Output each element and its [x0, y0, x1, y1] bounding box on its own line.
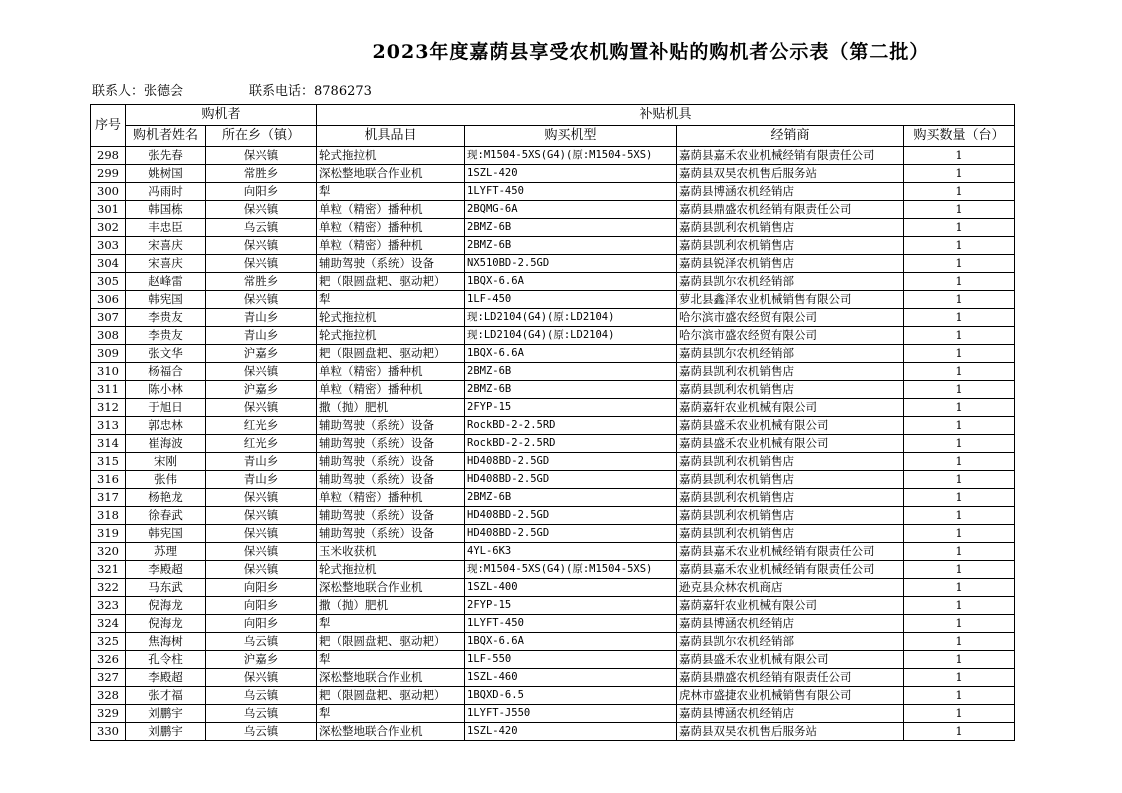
table-row [91, 633, 1015, 651]
cell-qty: 1 [904, 651, 1015, 669]
cell-town: 青山乡 [206, 309, 317, 327]
cell-seq: 325 [91, 633, 126, 651]
table-row [91, 525, 1015, 543]
cell-category: 单粒（精密）播种机 [317, 363, 465, 381]
cell-name: 张才福 [126, 687, 206, 705]
cell-dealer: 萝北县鑫泽农业机械销售有限公司 [677, 291, 904, 309]
cell-qty: 1 [904, 705, 1015, 723]
cell-seq: 316 [91, 471, 126, 489]
cell-town: 保兴镇 [206, 255, 317, 273]
cell-dealer: 嘉荫县博涵农机经销店 [677, 705, 904, 723]
cell-dealer: 嘉荫县博涵农机经销店 [677, 615, 904, 633]
header-row-bottom [91, 126, 1015, 147]
cell-category: 玉米收获机 [317, 543, 465, 561]
cell-dealer: 嘉荫县双昊农机售后服务站 [677, 165, 904, 183]
cell-category: 犁 [317, 615, 465, 633]
cell-qty: 1 [904, 453, 1015, 471]
cell-category: 单粒（精密）播种机 [317, 489, 465, 507]
cell-seq: 309 [91, 345, 126, 363]
cell-name: 倪海龙 [126, 615, 206, 633]
cell-seq: 328 [91, 687, 126, 705]
cell-town: 沪嘉乡 [206, 345, 317, 363]
cell-model: 2BMZ-6B [465, 219, 677, 237]
cell-qty: 1 [904, 219, 1015, 237]
cell-town: 沪嘉乡 [206, 651, 317, 669]
cell-category: 深松整地联合作业机 [317, 579, 465, 597]
cell-model: HD408BD-2.5GD [465, 507, 677, 525]
cell-category: 耙（限圆盘耙、驱动耙） [317, 687, 465, 705]
cell-qty: 1 [904, 273, 1015, 291]
cell-model: HD408BD-2.5GD [465, 453, 677, 471]
cell-seq: 299 [91, 165, 126, 183]
table-row [91, 201, 1015, 219]
cell-category: 辅助驾驶（系统）设备 [317, 453, 465, 471]
cell-dealer: 嘉荫县锐泽农机销售店 [677, 255, 904, 273]
cell-category: 犁 [317, 291, 465, 309]
cell-town: 青山乡 [206, 471, 317, 489]
cell-seq: 323 [91, 597, 126, 615]
cell-name: 张伟 [126, 471, 206, 489]
table-row [91, 345, 1015, 363]
cell-seq: 301 [91, 201, 126, 219]
cell-dealer: 嘉荫县盛禾农业机械有限公司 [677, 417, 904, 435]
cell-model: 现:LD2104(G4)(原:LD2104) [465, 309, 677, 327]
header-subsidy-group: 补贴机具 [317, 105, 1015, 126]
cell-dealer: 嘉荫嘉轩农业机械有限公司 [677, 399, 904, 417]
cell-model: 1BQX-6.6A [465, 273, 677, 291]
cell-dealer: 嘉荫县嘉禾农业机械经销有限责任公司 [677, 543, 904, 561]
header-row-top [91, 105, 1015, 126]
cell-name: 张文华 [126, 345, 206, 363]
table-body [91, 147, 1015, 741]
header-qty: 购买数量（台） [904, 126, 1015, 147]
cell-category: 深松整地联合作业机 [317, 723, 465, 741]
cell-dealer: 嘉荫县凯利农机销售店 [677, 381, 904, 399]
cell-qty: 1 [904, 669, 1015, 687]
cell-qty: 1 [904, 507, 1015, 525]
cell-model: 2FYP-15 [465, 399, 677, 417]
cell-category: 深松整地联合作业机 [317, 669, 465, 687]
cell-qty: 1 [904, 165, 1015, 183]
cell-town: 保兴镇 [206, 669, 317, 687]
cell-name: 于旭日 [126, 399, 206, 417]
cell-seq: 313 [91, 417, 126, 435]
cell-name: 焦海树 [126, 633, 206, 651]
cell-seq: 314 [91, 435, 126, 453]
table-row [91, 183, 1015, 201]
cell-qty: 1 [904, 345, 1015, 363]
cell-name: 苏理 [126, 543, 206, 561]
table-row [91, 543, 1015, 561]
cell-qty: 1 [904, 327, 1015, 345]
cell-name: 郭忠林 [126, 417, 206, 435]
table-row [91, 219, 1015, 237]
cell-qty: 1 [904, 309, 1015, 327]
contact-line [92, 80, 372, 99]
cell-town: 常胜乡 [206, 273, 317, 291]
cell-category: 辅助驾驶（系统）设备 [317, 507, 465, 525]
cell-seq: 303 [91, 237, 126, 255]
cell-name: 倪海龙 [126, 597, 206, 615]
cell-name: 徐春武 [126, 507, 206, 525]
table-row [91, 381, 1015, 399]
cell-qty: 1 [904, 363, 1015, 381]
cell-name: 丰忠臣 [126, 219, 206, 237]
cell-seq: 318 [91, 507, 126, 525]
cell-qty: 1 [904, 561, 1015, 579]
cell-seq: 310 [91, 363, 126, 381]
cell-qty: 1 [904, 471, 1015, 489]
cell-dealer: 哈尔滨市盛农经贸有限公司 [677, 309, 904, 327]
cell-category: 撒（抛）肥机 [317, 597, 465, 615]
header-seq: 序号 [91, 105, 126, 147]
cell-model: 2BMZ-6B [465, 489, 677, 507]
table-row [91, 507, 1015, 525]
table-row [91, 705, 1015, 723]
cell-name: 宋喜庆 [126, 255, 206, 273]
cell-town: 乌云镇 [206, 633, 317, 651]
cell-model: 1BQX-6.6A [465, 345, 677, 363]
cell-dealer: 嘉荫县凯利农机销售店 [677, 507, 904, 525]
cell-category: 耙（限圆盘耙、驱动耙） [317, 633, 465, 651]
cell-qty: 1 [904, 543, 1015, 561]
cell-category: 深松整地联合作业机 [317, 165, 465, 183]
table-row [91, 597, 1015, 615]
cell-name: 李殿超 [126, 669, 206, 687]
table-row [91, 687, 1015, 705]
cell-seq: 321 [91, 561, 126, 579]
cell-seq: 311 [91, 381, 126, 399]
cell-category: 撒（抛）肥机 [317, 399, 465, 417]
table-row [91, 399, 1015, 417]
cell-category: 耙（限圆盘耙、驱动耙） [317, 345, 465, 363]
cell-dealer: 嘉荫县凯尔农机经销部 [677, 633, 904, 651]
cell-category: 单粒（精密）播种机 [317, 381, 465, 399]
cell-dealer: 嘉荫县凯利农机销售店 [677, 219, 904, 237]
table-row [91, 471, 1015, 489]
cell-seq: 327 [91, 669, 126, 687]
table-row [91, 165, 1015, 183]
cell-category: 辅助驾驶（系统）设备 [317, 255, 465, 273]
cell-town: 向阳乡 [206, 183, 317, 201]
cell-model: 1LYFT-450 [465, 183, 677, 201]
cell-qty: 1 [904, 381, 1015, 399]
cell-town: 青山乡 [206, 453, 317, 471]
cell-model: HD408BD-2.5GD [465, 525, 677, 543]
cell-name: 张先春 [126, 147, 206, 165]
cell-model: 1LF-450 [465, 291, 677, 309]
cell-town: 保兴镇 [206, 525, 317, 543]
cell-model: 2BQMG-6A [465, 201, 677, 219]
cell-seq: 308 [91, 327, 126, 345]
cell-qty: 1 [904, 201, 1015, 219]
table-row [91, 489, 1015, 507]
cell-model: 4YL-6K3 [465, 543, 677, 561]
cell-model: RockBD-2-2.5RD [465, 435, 677, 453]
page-title [0, 37, 1122, 64]
cell-dealer: 虎林市盛捷农业机械销售有限公司 [677, 687, 904, 705]
cell-category: 辅助驾驶（系统）设备 [317, 525, 465, 543]
cell-model: 1BQX-6.6A [465, 633, 677, 651]
cell-town: 乌云镇 [206, 219, 317, 237]
table-row [91, 327, 1015, 345]
cell-dealer: 逊克县众林农机商店 [677, 579, 904, 597]
table-row [91, 291, 1015, 309]
cell-name: 李贵友 [126, 327, 206, 345]
cell-town: 保兴镇 [206, 543, 317, 561]
cell-dealer: 嘉荫县鼎盛农机经销有限责任公司 [677, 201, 904, 219]
cell-dealer: 嘉荫县博涵农机经销店 [677, 183, 904, 201]
cell-qty: 1 [904, 183, 1015, 201]
contact-phone: 联系电话：8786273 [249, 84, 372, 99]
cell-name: 杨福合 [126, 363, 206, 381]
cell-qty: 1 [904, 255, 1015, 273]
cell-qty: 1 [904, 417, 1015, 435]
cell-town: 红光乡 [206, 435, 317, 453]
cell-seq: 329 [91, 705, 126, 723]
cell-town: 青山乡 [206, 327, 317, 345]
cell-name: 崔海波 [126, 435, 206, 453]
cell-model: 2FYP-15 [465, 597, 677, 615]
cell-seq: 307 [91, 309, 126, 327]
cell-seq: 324 [91, 615, 126, 633]
cell-qty: 1 [904, 633, 1015, 651]
table-row [91, 255, 1015, 273]
cell-seq: 304 [91, 255, 126, 273]
cell-name: 刘鹏宇 [126, 705, 206, 723]
cell-dealer: 哈尔滨市盛农经贸有限公司 [677, 327, 904, 345]
table-row [91, 147, 1015, 165]
cell-name: 刘鹏宇 [126, 723, 206, 741]
table-row [91, 615, 1015, 633]
cell-dealer: 嘉荫县凯利农机销售店 [677, 363, 904, 381]
cell-qty: 1 [904, 291, 1015, 309]
table-row [91, 669, 1015, 687]
table-row [91, 237, 1015, 255]
cell-category: 轮式拖拉机 [317, 561, 465, 579]
cell-qty: 1 [904, 525, 1015, 543]
cell-model: 1LYFT-450 [465, 615, 677, 633]
cell-town: 乌云镇 [206, 723, 317, 741]
cell-model: 1SZL-420 [465, 165, 677, 183]
cell-model: 1SZL-420 [465, 723, 677, 741]
title-text: 2023年度嘉荫县享受农机购置补贴的购机者公示表（第二批） [372, 41, 930, 63]
cell-name: 孔令柱 [126, 651, 206, 669]
cell-dealer: 嘉荫县凯利农机销售店 [677, 471, 904, 489]
table-row [91, 453, 1015, 471]
cell-town: 向阳乡 [206, 615, 317, 633]
cell-model: 1LYFT-J550 [465, 705, 677, 723]
cell-dealer: 嘉荫县凯尔农机经销部 [677, 273, 904, 291]
cell-name: 韩宪国 [126, 291, 206, 309]
cell-model: 1SZL-460 [465, 669, 677, 687]
cell-category: 轮式拖拉机 [317, 327, 465, 345]
cell-town: 保兴镇 [206, 291, 317, 309]
table-row [91, 723, 1015, 741]
cell-seq: 330 [91, 723, 126, 741]
cell-category: 单粒（精密）播种机 [317, 237, 465, 255]
cell-seq: 322 [91, 579, 126, 597]
header-dealer: 经销商 [677, 126, 904, 147]
cell-name: 冯雨时 [126, 183, 206, 201]
cell-seq: 312 [91, 399, 126, 417]
cell-town: 保兴镇 [206, 489, 317, 507]
cell-category: 单粒（精密）播种机 [317, 219, 465, 237]
cell-seq: 306 [91, 291, 126, 309]
header-name: 购机者姓名 [126, 126, 206, 147]
cell-dealer: 嘉荫县嘉禾农业机械经销有限责任公司 [677, 561, 904, 579]
cell-model: 1SZL-400 [465, 579, 677, 597]
cell-name: 姚树国 [126, 165, 206, 183]
cell-name: 马东武 [126, 579, 206, 597]
cell-name: 宋喜庆 [126, 237, 206, 255]
cell-town: 沪嘉乡 [206, 381, 317, 399]
cell-seq: 317 [91, 489, 126, 507]
cell-category: 轮式拖拉机 [317, 147, 465, 165]
cell-name: 赵峰雷 [126, 273, 206, 291]
cell-name: 李殿超 [126, 561, 206, 579]
header-model: 购买机型 [465, 126, 677, 147]
cell-name: 韩国栋 [126, 201, 206, 219]
cell-seq: 298 [91, 147, 126, 165]
cell-seq: 319 [91, 525, 126, 543]
cell-category: 辅助驾驶（系统）设备 [317, 435, 465, 453]
cell-qty: 1 [904, 399, 1015, 417]
table-row [91, 363, 1015, 381]
cell-qty: 1 [904, 147, 1015, 165]
cell-name: 杨艳龙 [126, 489, 206, 507]
cell-dealer: 嘉荫县鼎盛农机经销有限责任公司 [677, 669, 904, 687]
cell-town: 红光乡 [206, 417, 317, 435]
cell-town: 常胜乡 [206, 165, 317, 183]
cell-town: 乌云镇 [206, 687, 317, 705]
cell-category: 犁 [317, 183, 465, 201]
cell-town: 向阳乡 [206, 597, 317, 615]
cell-dealer: 嘉荫县凯利农机销售店 [677, 525, 904, 543]
cell-town: 向阳乡 [206, 579, 317, 597]
cell-seq: 300 [91, 183, 126, 201]
cell-dealer: 嘉荫县凯利农机销售店 [677, 453, 904, 471]
table-row [91, 417, 1015, 435]
cell-town: 保兴镇 [206, 201, 317, 219]
cell-model: 现:M1504-5XS(G4)(原:M1504-5XS) [465, 561, 677, 579]
header-town: 所在乡（镇） [206, 126, 317, 147]
cell-town: 保兴镇 [206, 561, 317, 579]
cell-dealer: 嘉荫县双昊农机售后服务站 [677, 723, 904, 741]
cell-category: 辅助驾驶（系统）设备 [317, 471, 465, 489]
table-row [91, 579, 1015, 597]
cell-name: 韩宪国 [126, 525, 206, 543]
cell-town: 保兴镇 [206, 507, 317, 525]
cell-model: 现:M1504-5XS(G4)(原:M1504-5XS) [465, 147, 677, 165]
cell-qty: 1 [904, 687, 1015, 705]
cell-name: 李贵友 [126, 309, 206, 327]
cell-dealer: 嘉荫县凯尔农机经销部 [677, 345, 904, 363]
cell-seq: 320 [91, 543, 126, 561]
cell-town: 保兴镇 [206, 363, 317, 381]
cell-name: 宋刚 [126, 453, 206, 471]
cell-dealer: 嘉荫嘉轩农业机械有限公司 [677, 597, 904, 615]
cell-town: 保兴镇 [206, 237, 317, 255]
cell-model: HD408BD-2.5GD [465, 471, 677, 489]
buyer-table [90, 104, 1015, 741]
contact-person: 联系人：张德会 [92, 84, 184, 99]
cell-model: 2BMZ-6B [465, 237, 677, 255]
cell-dealer: 嘉荫县盛禾农业机械有限公司 [677, 435, 904, 453]
cell-town: 保兴镇 [206, 399, 317, 417]
cell-qty: 1 [904, 579, 1015, 597]
table-row [91, 309, 1015, 327]
cell-model: 2BMZ-6B [465, 363, 677, 381]
cell-dealer: 嘉荫县凯利农机销售店 [677, 489, 904, 507]
cell-qty: 1 [904, 489, 1015, 507]
cell-seq: 305 [91, 273, 126, 291]
cell-category: 耙（限圆盘耙、驱动耙） [317, 273, 465, 291]
cell-category: 犁 [317, 651, 465, 669]
cell-dealer: 嘉荫县凯利农机销售店 [677, 237, 904, 255]
cell-model: 现:LD2104(G4)(原:LD2104) [465, 327, 677, 345]
cell-seq: 315 [91, 453, 126, 471]
cell-qty: 1 [904, 435, 1015, 453]
cell-category: 单粒（精密）播种机 [317, 201, 465, 219]
cell-dealer: 嘉荫县嘉禾农业机械经销有限责任公司 [677, 147, 904, 165]
cell-category: 轮式拖拉机 [317, 309, 465, 327]
header-category: 机具品目 [317, 126, 465, 147]
cell-town: 保兴镇 [206, 147, 317, 165]
cell-qty: 1 [904, 615, 1015, 633]
cell-qty: 1 [904, 237, 1015, 255]
table-row [91, 435, 1015, 453]
cell-name: 陈小林 [126, 381, 206, 399]
cell-qty: 1 [904, 597, 1015, 615]
table-row [91, 651, 1015, 669]
cell-model: NX510BD-2.5GD [465, 255, 677, 273]
cell-dealer: 嘉荫县盛禾农业机械有限公司 [677, 651, 904, 669]
table-row [91, 273, 1015, 291]
table-row [91, 561, 1015, 579]
cell-category: 辅助驾驶（系统）设备 [317, 417, 465, 435]
cell-seq: 326 [91, 651, 126, 669]
cell-seq: 302 [91, 219, 126, 237]
cell-town: 乌云镇 [206, 705, 317, 723]
cell-model: 2BMZ-6B [465, 381, 677, 399]
header-buyer-group: 购机者 [126, 105, 317, 126]
cell-model: 1LF-550 [465, 651, 677, 669]
cell-model: RockBD-2-2.5RD [465, 417, 677, 435]
cell-qty: 1 [904, 723, 1015, 741]
cell-category: 犁 [317, 705, 465, 723]
cell-model: 1BQXD-6.5 [465, 687, 677, 705]
